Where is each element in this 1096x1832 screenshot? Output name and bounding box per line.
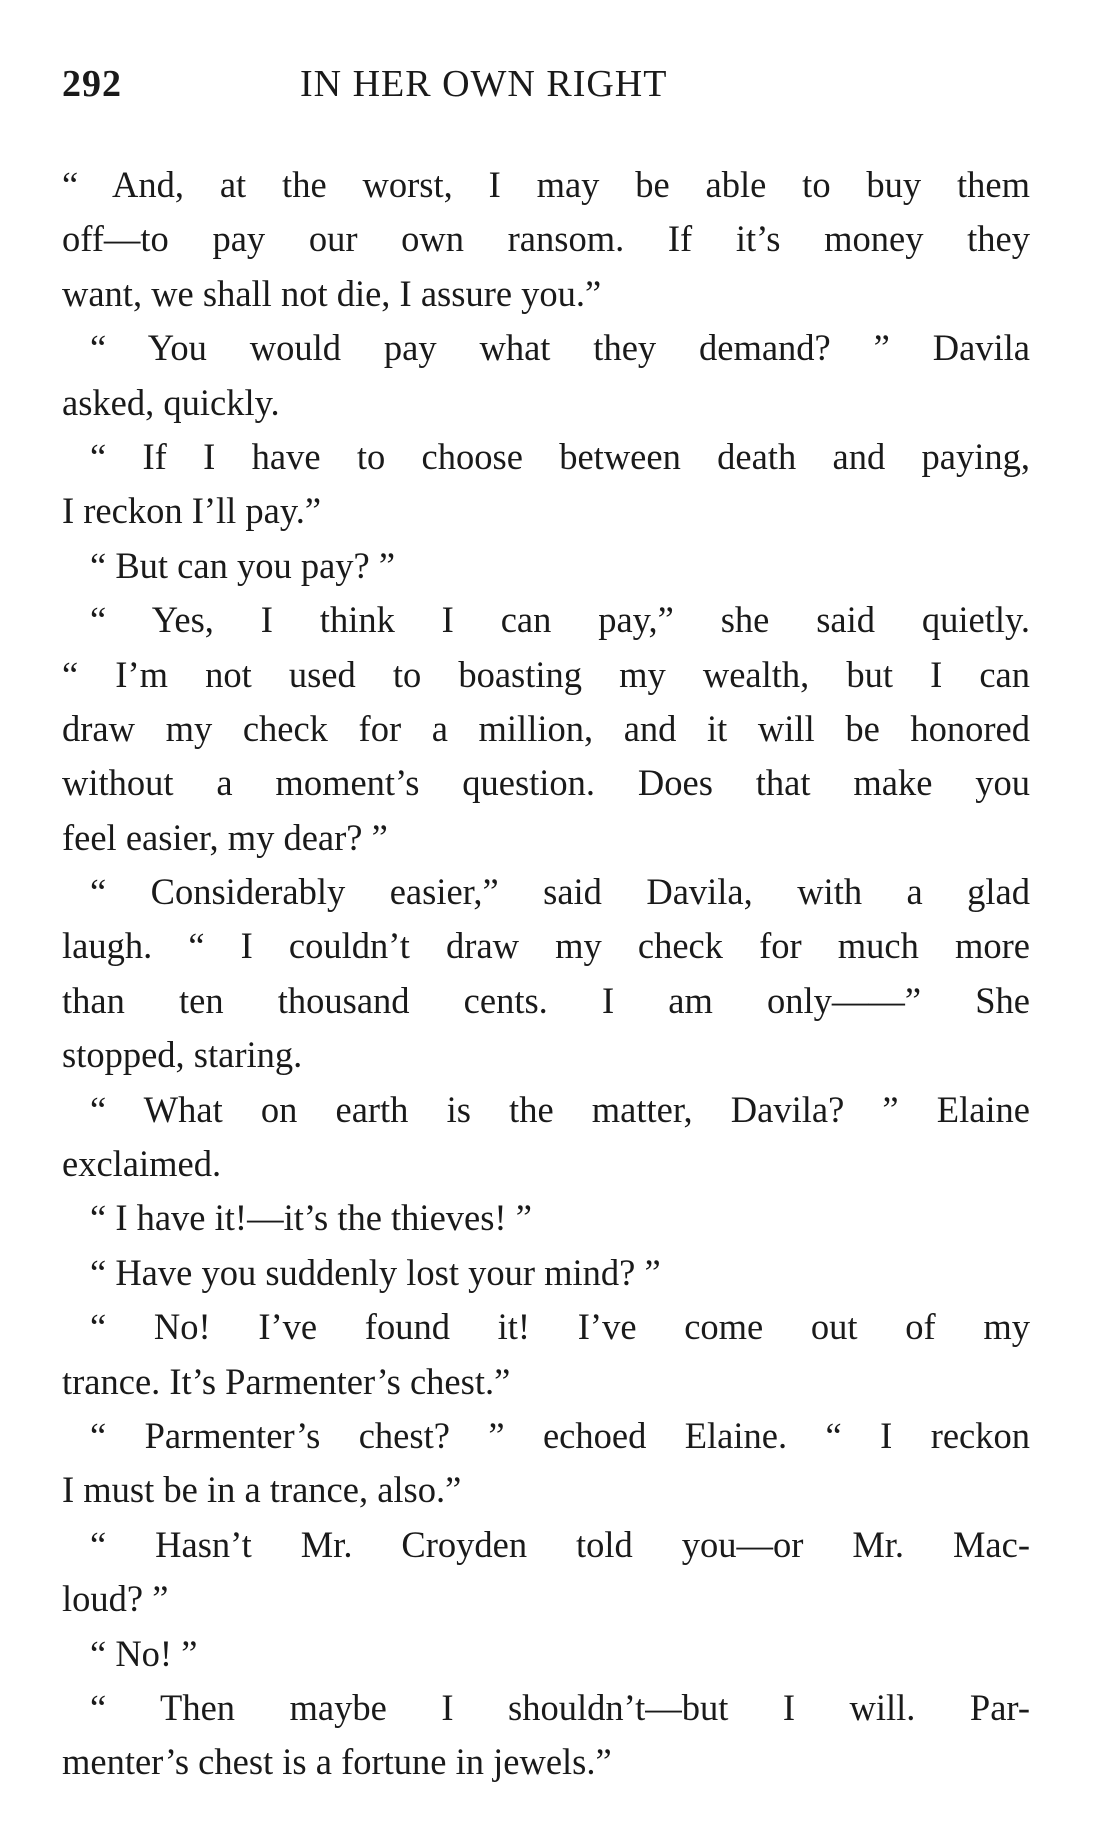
text-line: I must be in a trance, also.” [62, 1469, 462, 1511]
text-line: feel easier, my dear? ” [62, 816, 388, 858]
text-line: “ Have you suddenly lost your mind? ” [90, 1251, 661, 1293]
text-line: “ What on earth is the matter, Davila? ” Elaine [90, 1088, 1030, 1130]
text-line: “ Parmenter’s chest? ” echoed Elaine. “ I reckon [90, 1414, 1030, 1456]
text-line: “ You would pay what they demand? ” Davila [90, 327, 1030, 369]
text-line: “ I’m not used to boasting my wealth, but I can [62, 653, 1030, 695]
text-line: “ No! ” [90, 1632, 198, 1674]
page-header [62, 62, 1032, 122]
text-line: asked, quickly. [62, 381, 280, 423]
text-line: laugh. “ I couldn’t draw my check for much more [62, 925, 1030, 967]
text-line: “ Considerably easier,” said Davila, with a glad [90, 871, 1030, 913]
text-line: “ If I have to choose between death and paying, [90, 435, 1030, 477]
text-line: than ten thousand cents. I am only——” She [62, 979, 1030, 1021]
text-line: loud? ” [62, 1578, 169, 1620]
text-line: “ Yes, I think I can pay,” she said quietly. [90, 599, 1030, 641]
text-line: off—to pay our own ransom. If it’s money they [62, 218, 1030, 260]
text-line: I reckon I’ll pay.” [62, 490, 322, 532]
running-title: IN HER OWN RIGHT [300, 63, 668, 105]
text-line: without a moment’s question. Does that make you [62, 762, 1030, 804]
text-line: “ Hasn’t Mr. Croyden told you—or Mr. Mac- [90, 1523, 1030, 1565]
text-line: draw my check for a million, and it will be honored [62, 707, 1030, 749]
text-line: want, we shall not die, I assure you.” [62, 272, 602, 314]
text-line: stopped, staring. [62, 1034, 303, 1076]
page-number: 292 [62, 63, 122, 105]
text-line: trance. It’s Parmenter’s chest.” [62, 1360, 511, 1402]
text-line: “ No! I’ve found it! I’ve come out of my [90, 1306, 1030, 1348]
text-line: “ I have it!—it’s the thieves! ” [90, 1197, 532, 1239]
body-text [62, 158, 1030, 1790]
text-line: “ But can you pay? ” [90, 544, 396, 586]
text-line: menter’s chest is a fortune in jewels.” [62, 1741, 612, 1783]
text-line: “ Then maybe I shouldn’t—but I will. Par- [90, 1686, 1030, 1728]
text-line: exclaimed. [62, 1143, 222, 1185]
text-line: “ And, at the worst, I may be able to buy them [62, 164, 1030, 205]
